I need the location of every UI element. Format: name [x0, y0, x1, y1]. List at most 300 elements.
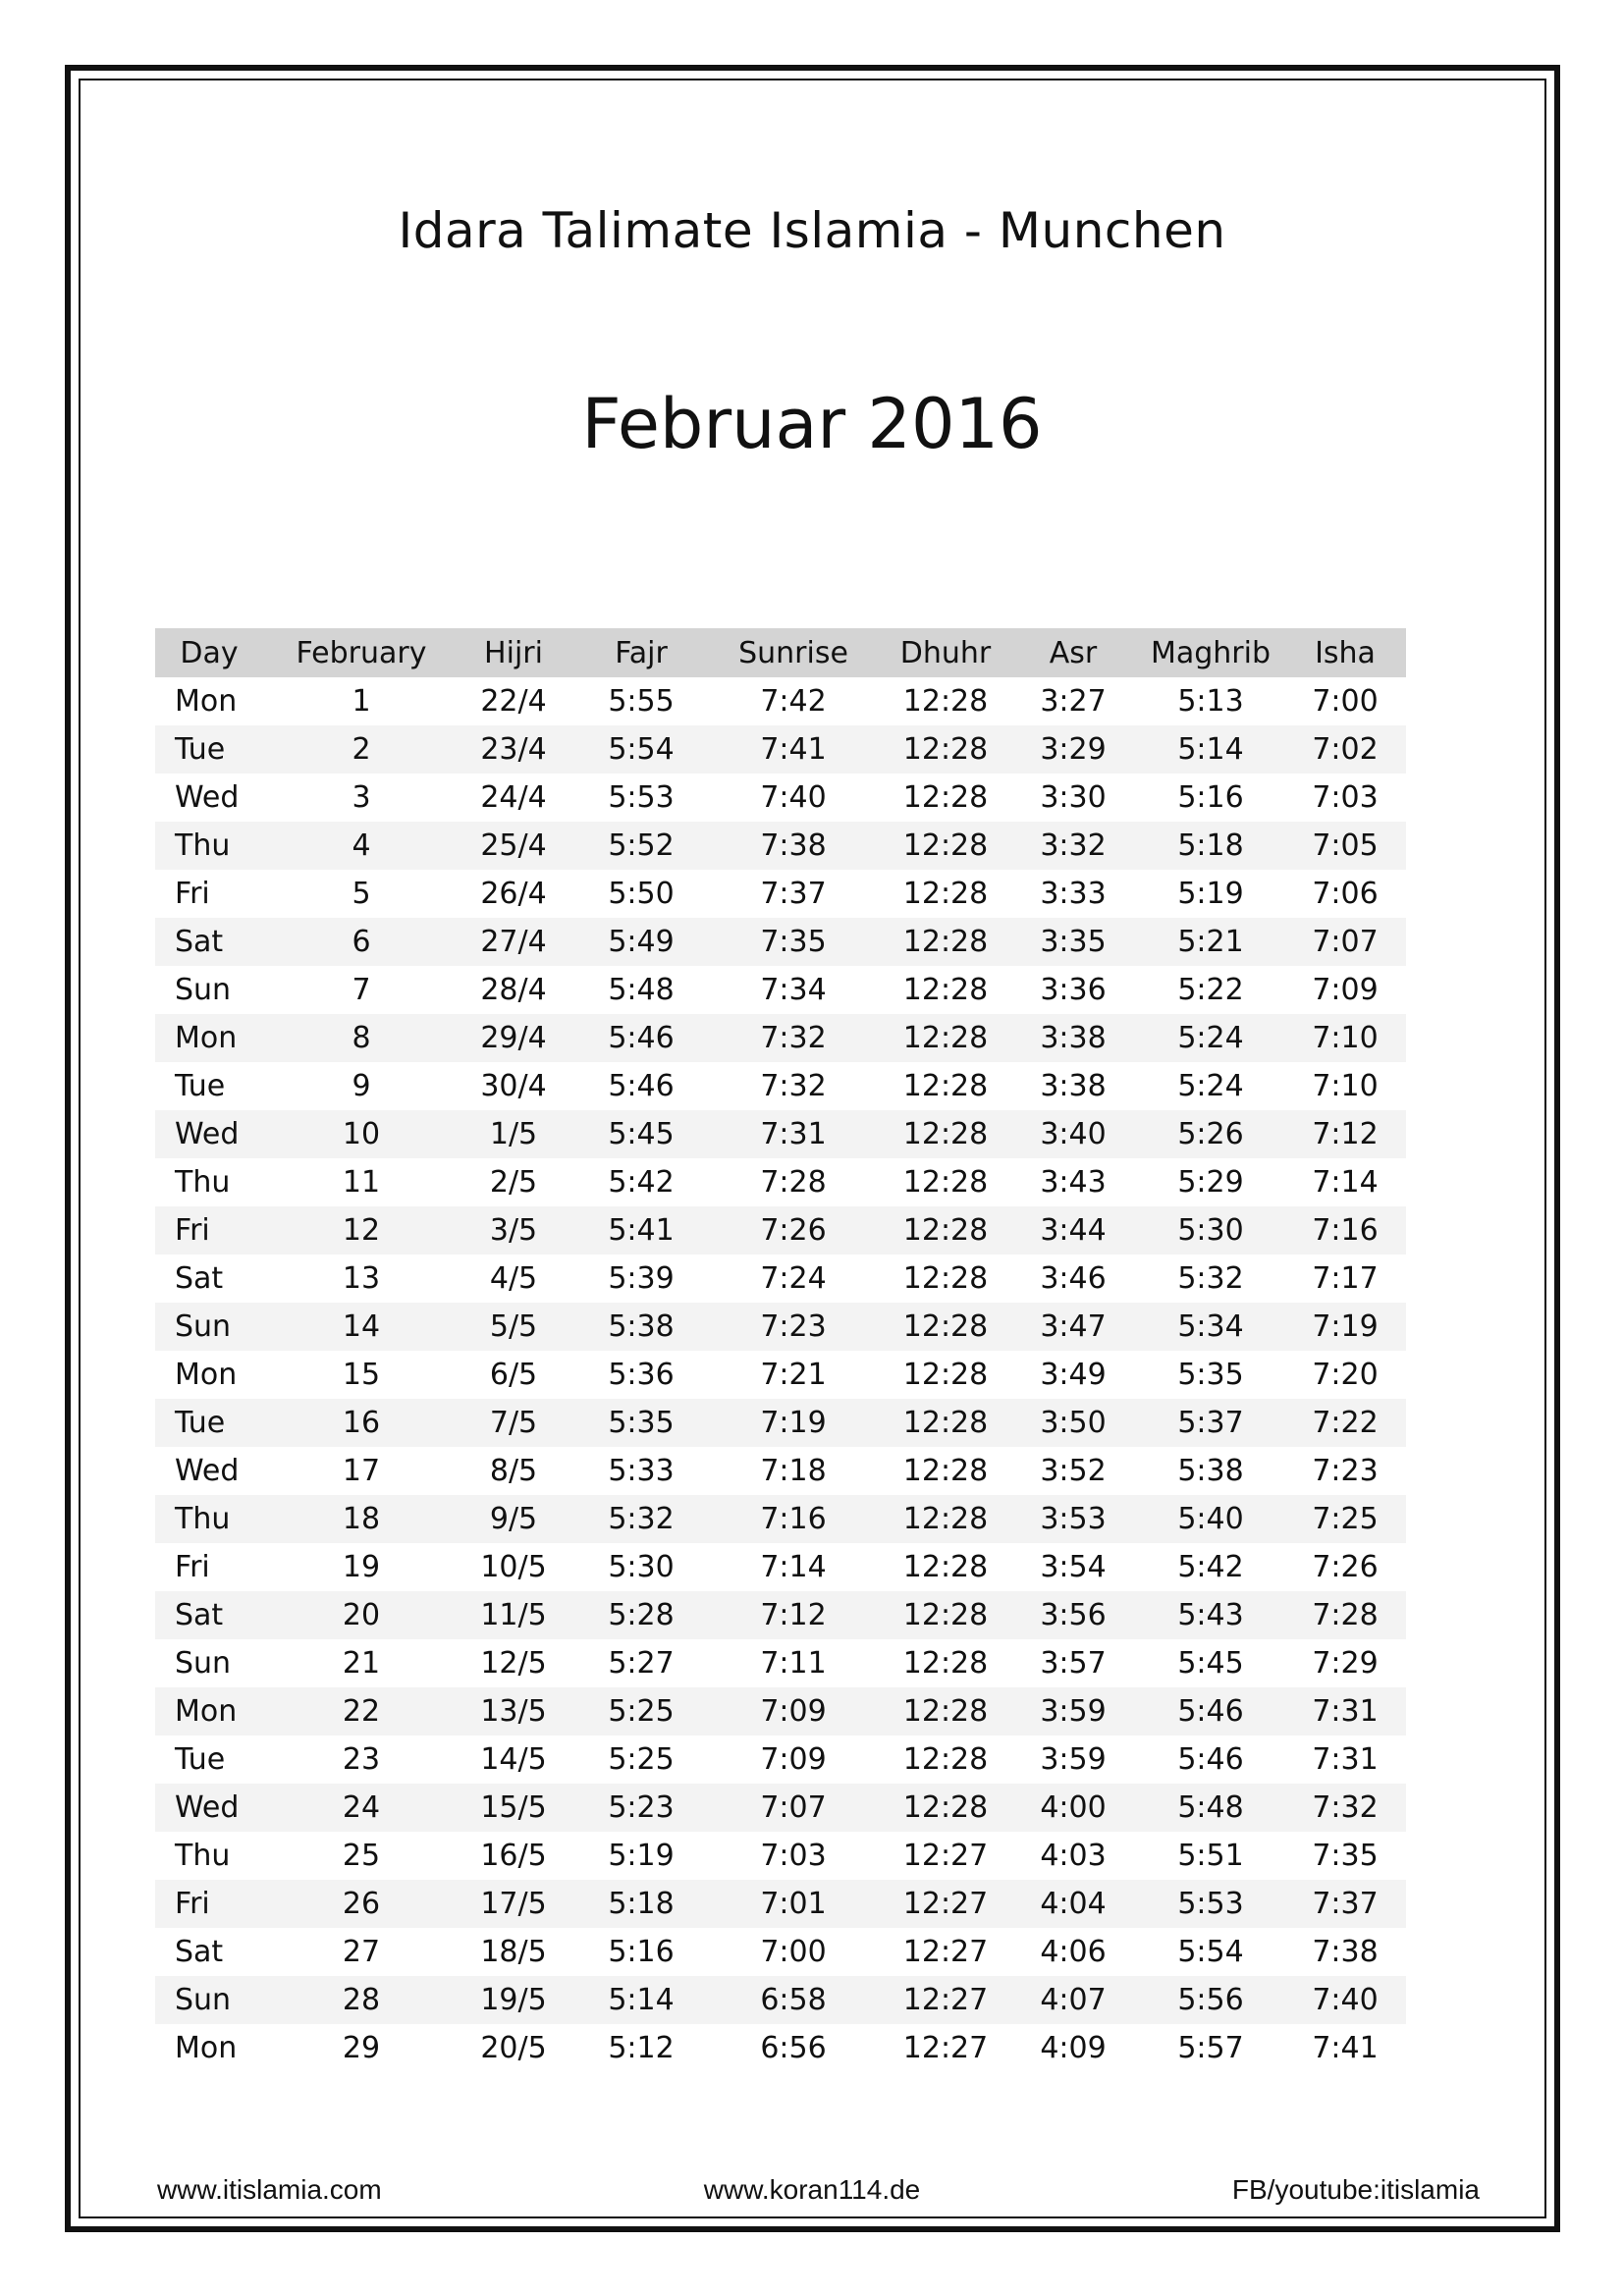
cell-isha: 7:29 [1284, 1639, 1406, 1687]
cell-sunrise: 7:01 [705, 1880, 882, 1928]
cell-date: 1 [273, 677, 450, 725]
cell-day: Fri [155, 870, 273, 918]
cell-fajr: 5:53 [577, 774, 705, 822]
cell-day: Tue [155, 1735, 273, 1784]
column-header-maghrib: Maghrib [1137, 628, 1284, 677]
cell-fajr: 5:38 [577, 1303, 705, 1351]
cell-day: Sat [155, 918, 273, 966]
cell-day: Fri [155, 1880, 273, 1928]
cell-day: Tue [155, 1399, 273, 1447]
table-row [155, 1591, 1406, 1639]
cell-fajr: 5:18 [577, 1880, 705, 1928]
cell-fajr: 5:48 [577, 966, 705, 1014]
table-row [155, 1255, 1406, 1303]
table-row [155, 1784, 1406, 1832]
cell-fajr: 5:25 [577, 1687, 705, 1735]
cell-fajr: 5:16 [577, 1928, 705, 1976]
cell-sunrise: 7:00 [705, 1928, 882, 1976]
cell-dhuhr: 12:28 [882, 870, 1009, 918]
table-row [155, 1014, 1406, 1062]
cell-asr: 4:00 [1009, 1784, 1137, 1832]
cell-fajr: 5:54 [577, 725, 705, 774]
cell-dhuhr: 12:28 [882, 1399, 1009, 1447]
cell-hijri: 14/5 [450, 1735, 577, 1784]
table-row [155, 822, 1406, 870]
table-row [155, 1832, 1406, 1880]
cell-date: 4 [273, 822, 450, 870]
cell-day: Sun [155, 1303, 273, 1351]
cell-day: Mon [155, 1351, 273, 1399]
cell-maghrib: 5:32 [1137, 1255, 1284, 1303]
cell-date: 2 [273, 725, 450, 774]
column-header-isha: Isha [1284, 628, 1406, 677]
table-body [155, 677, 1406, 2072]
cell-fajr: 5:41 [577, 1206, 705, 1255]
cell-day: Wed [155, 1110, 273, 1158]
cell-maghrib: 5:45 [1137, 1639, 1284, 1687]
cell-dhuhr: 12:28 [882, 822, 1009, 870]
cell-hijri: 10/5 [450, 1543, 577, 1591]
cell-isha: 7:20 [1284, 1351, 1406, 1399]
cell-date: 19 [273, 1543, 450, 1591]
table-row [155, 1158, 1406, 1206]
cell-day: Sat [155, 1591, 273, 1639]
cell-sunrise: 6:56 [705, 2024, 882, 2072]
cell-dhuhr: 12:28 [882, 1110, 1009, 1158]
cell-day: Wed [155, 1784, 273, 1832]
cell-day: Thu [155, 1832, 273, 1880]
cell-isha: 7:12 [1284, 1110, 1406, 1158]
cell-maghrib: 5:24 [1137, 1014, 1284, 1062]
cell-isha: 7:31 [1284, 1735, 1406, 1784]
cell-isha: 7:32 [1284, 1784, 1406, 1832]
cell-sunrise: 7:24 [705, 1255, 882, 1303]
cell-asr: 3:47 [1009, 1303, 1137, 1351]
cell-isha: 7:37 [1284, 1880, 1406, 1928]
cell-day: Thu [155, 1495, 273, 1543]
table-row [155, 870, 1406, 918]
cell-maghrib: 5:14 [1137, 725, 1284, 774]
cell-maghrib: 5:30 [1137, 1206, 1284, 1255]
cell-hijri: 13/5 [450, 1687, 577, 1735]
cell-isha: 7:25 [1284, 1495, 1406, 1543]
cell-maghrib: 5:40 [1137, 1495, 1284, 1543]
cell-date: 23 [273, 1735, 450, 1784]
cell-day: Wed [155, 774, 273, 822]
cell-sunrise: 7:12 [705, 1591, 882, 1639]
cell-date: 11 [273, 1158, 450, 1206]
column-header-sunrise: Sunrise [705, 628, 882, 677]
cell-sunrise: 7:28 [705, 1158, 882, 1206]
cell-fajr: 5:12 [577, 2024, 705, 2072]
cell-date: 14 [273, 1303, 450, 1351]
cell-sunrise: 6:58 [705, 1976, 882, 2024]
cell-hijri: 27/4 [450, 918, 577, 966]
cell-date: 6 [273, 918, 450, 966]
cell-fajr: 5:14 [577, 1976, 705, 2024]
cell-sunrise: 7:42 [705, 677, 882, 725]
cell-date: 20 [273, 1591, 450, 1639]
cell-isha: 7:35 [1284, 1832, 1406, 1880]
cell-dhuhr: 12:28 [882, 1062, 1009, 1110]
cell-day: Sat [155, 1255, 273, 1303]
cell-isha: 7:06 [1284, 870, 1406, 918]
cell-dhuhr: 12:28 [882, 1639, 1009, 1687]
cell-fajr: 5:46 [577, 1062, 705, 1110]
cell-day: Sun [155, 966, 273, 1014]
cell-date: 3 [273, 774, 450, 822]
cell-dhuhr: 12:28 [882, 1543, 1009, 1591]
cell-fajr: 5:25 [577, 1735, 705, 1784]
cell-isha: 7:28 [1284, 1591, 1406, 1639]
cell-dhuhr: 12:28 [882, 677, 1009, 725]
cell-sunrise: 7:34 [705, 966, 882, 1014]
cell-sunrise: 7:19 [705, 1399, 882, 1447]
cell-sunrise: 7:03 [705, 1832, 882, 1880]
table-row [155, 1687, 1406, 1735]
cell-maghrib: 5:16 [1137, 774, 1284, 822]
cell-day: Tue [155, 725, 273, 774]
cell-isha: 7:00 [1284, 677, 1406, 725]
table-row [155, 1639, 1406, 1687]
cell-isha: 7:31 [1284, 1687, 1406, 1735]
cell-date: 10 [273, 1110, 450, 1158]
cell-fajr: 5:33 [577, 1447, 705, 1495]
cell-asr: 3:56 [1009, 1591, 1137, 1639]
cell-sunrise: 7:32 [705, 1062, 882, 1110]
cell-asr: 3:59 [1009, 1687, 1137, 1735]
cell-hijri: 8/5 [450, 1447, 577, 1495]
cell-hijri: 11/5 [450, 1591, 577, 1639]
cell-isha: 7:19 [1284, 1303, 1406, 1351]
cell-sunrise: 7:09 [705, 1687, 882, 1735]
cell-sunrise: 7:16 [705, 1495, 882, 1543]
cell-date: 28 [273, 1976, 450, 2024]
cell-maghrib: 5:56 [1137, 1976, 1284, 2024]
cell-fajr: 5:49 [577, 918, 705, 966]
cell-date: 12 [273, 1206, 450, 1255]
cell-date: 15 [273, 1351, 450, 1399]
cell-asr: 3:54 [1009, 1543, 1137, 1591]
cell-asr: 3:49 [1009, 1351, 1137, 1399]
cell-dhuhr: 12:28 [882, 1447, 1009, 1495]
cell-maghrib: 5:38 [1137, 1447, 1284, 1495]
cell-maghrib: 5:54 [1137, 1928, 1284, 1976]
cell-asr: 3:33 [1009, 870, 1137, 918]
cell-dhuhr: 12:27 [882, 1976, 1009, 2024]
cell-day: Mon [155, 2024, 273, 2072]
cell-isha: 7:07 [1284, 918, 1406, 966]
cell-isha: 7:02 [1284, 725, 1406, 774]
cell-day: Mon [155, 1687, 273, 1735]
cell-dhuhr: 12:28 [882, 1255, 1009, 1303]
cell-isha: 7:10 [1284, 1014, 1406, 1062]
cell-isha: 7:14 [1284, 1158, 1406, 1206]
cell-dhuhr: 12:28 [882, 1591, 1009, 1639]
cell-date: 17 [273, 1447, 450, 1495]
cell-hijri: 15/5 [450, 1784, 577, 1832]
cell-day: Tue [155, 1062, 273, 1110]
cell-dhuhr: 12:28 [882, 774, 1009, 822]
cell-isha: 7:16 [1284, 1206, 1406, 1255]
cell-maghrib: 5:18 [1137, 822, 1284, 870]
cell-fajr: 5:36 [577, 1351, 705, 1399]
cell-sunrise: 7:26 [705, 1206, 882, 1255]
cell-hijri: 23/4 [450, 725, 577, 774]
cell-date: 9 [273, 1062, 450, 1110]
cell-day: Thu [155, 1158, 273, 1206]
table-row [155, 2024, 1406, 2072]
cell-fajr: 5:32 [577, 1495, 705, 1543]
cell-dhuhr: 12:28 [882, 1014, 1009, 1062]
cell-asr: 3:38 [1009, 1014, 1137, 1062]
cell-day: Sun [155, 1639, 273, 1687]
table-row [155, 918, 1406, 966]
cell-date: 13 [273, 1255, 450, 1303]
cell-hijri: 7/5 [450, 1399, 577, 1447]
cell-sunrise: 7:32 [705, 1014, 882, 1062]
cell-isha: 7:26 [1284, 1543, 1406, 1591]
cell-asr: 3:59 [1009, 1735, 1137, 1784]
cell-dhuhr: 12:28 [882, 918, 1009, 966]
cell-asr: 3:44 [1009, 1206, 1137, 1255]
table-row [155, 1976, 1406, 2024]
cell-hijri: 22/4 [450, 677, 577, 725]
table-row [155, 1543, 1406, 1591]
cell-asr: 3:36 [1009, 966, 1137, 1014]
cell-date: 25 [273, 1832, 450, 1880]
cell-fajr: 5:50 [577, 870, 705, 918]
cell-asr: 3:52 [1009, 1447, 1137, 1495]
cell-dhuhr: 12:28 [882, 1495, 1009, 1543]
cell-asr: 3:40 [1009, 1110, 1137, 1158]
cell-day: Thu [155, 822, 273, 870]
cell-fajr: 5:55 [577, 677, 705, 725]
cell-dhuhr: 12:28 [882, 966, 1009, 1014]
table-row [155, 1110, 1406, 1158]
table-row [155, 1062, 1406, 1110]
cell-date: 26 [273, 1880, 450, 1928]
cell-hijri: 29/4 [450, 1014, 577, 1062]
cell-sunrise: 7:11 [705, 1639, 882, 1687]
cell-sunrise: 7:14 [705, 1543, 882, 1591]
table-row [155, 1447, 1406, 1495]
cell-date: 27 [273, 1928, 450, 1976]
cell-isha: 7:10 [1284, 1062, 1406, 1110]
cell-asr: 3:38 [1009, 1062, 1137, 1110]
cell-day: Sun [155, 1976, 273, 2024]
cell-asr: 3:30 [1009, 774, 1137, 822]
cell-date: 24 [273, 1784, 450, 1832]
table-row [155, 1399, 1406, 1447]
cell-maghrib: 5:46 [1137, 1735, 1284, 1784]
cell-maghrib: 5:53 [1137, 1880, 1284, 1928]
cell-date: 29 [273, 2024, 450, 2072]
cell-hijri: 6/5 [450, 1351, 577, 1399]
cell-sunrise: 7:09 [705, 1735, 882, 1784]
cell-asr: 3:35 [1009, 918, 1137, 966]
cell-date: 18 [273, 1495, 450, 1543]
cell-maghrib: 5:51 [1137, 1832, 1284, 1880]
cell-asr: 3:43 [1009, 1158, 1137, 1206]
cell-maghrib: 5:46 [1137, 1687, 1284, 1735]
cell-hijri: 17/5 [450, 1880, 577, 1928]
cell-day: Fri [155, 1543, 273, 1591]
cell-fajr: 5:30 [577, 1543, 705, 1591]
cell-maghrib: 5:21 [1137, 918, 1284, 966]
cell-dhuhr: 12:28 [882, 1158, 1009, 1206]
cell-hijri: 30/4 [450, 1062, 577, 1110]
column-header-dhuhr: Dhuhr [882, 628, 1009, 677]
table-row [155, 1495, 1406, 1543]
cell-sunrise: 7:40 [705, 774, 882, 822]
cell-isha: 7:41 [1284, 2024, 1406, 2072]
cell-fajr: 5:28 [577, 1591, 705, 1639]
cell-hijri: 3/5 [450, 1206, 577, 1255]
cell-date: 21 [273, 1639, 450, 1687]
cell-asr: 4:09 [1009, 2024, 1137, 2072]
cell-hijri: 4/5 [450, 1255, 577, 1303]
cell-isha: 7:03 [1284, 774, 1406, 822]
cell-hijri: 25/4 [450, 822, 577, 870]
table-row [155, 1206, 1406, 1255]
cell-sunrise: 7:18 [705, 1447, 882, 1495]
cell-fajr: 5:27 [577, 1639, 705, 1687]
cell-date: 16 [273, 1399, 450, 1447]
cell-fajr: 5:39 [577, 1255, 705, 1303]
cell-date: 22 [273, 1687, 450, 1735]
table-row [155, 1735, 1406, 1784]
cell-day: Fri [155, 1206, 273, 1255]
cell-isha: 7:22 [1284, 1399, 1406, 1447]
cell-maghrib: 5:42 [1137, 1543, 1284, 1591]
cell-day: Wed [155, 1447, 273, 1495]
cell-maghrib: 5:19 [1137, 870, 1284, 918]
cell-day: Mon [155, 1014, 273, 1062]
cell-isha: 7:05 [1284, 822, 1406, 870]
cell-hijri: 18/5 [450, 1928, 577, 1976]
cell-maghrib: 5:24 [1137, 1062, 1284, 1110]
cell-dhuhr: 12:28 [882, 1687, 1009, 1735]
cell-hijri: 26/4 [450, 870, 577, 918]
table-row [155, 677, 1406, 725]
table-header-row [155, 628, 1406, 677]
cell-sunrise: 7:21 [705, 1351, 882, 1399]
cell-dhuhr: 12:27 [882, 1928, 1009, 1976]
cell-fajr: 5:19 [577, 1832, 705, 1880]
cell-date: 7 [273, 966, 450, 1014]
cell-hijri: 12/5 [450, 1639, 577, 1687]
cell-dhuhr: 12:27 [882, 2024, 1009, 2072]
cell-asr: 3:32 [1009, 822, 1137, 870]
cell-isha: 7:17 [1284, 1255, 1406, 1303]
cell-isha: 7:38 [1284, 1928, 1406, 1976]
cell-asr: 3:53 [1009, 1495, 1137, 1543]
cell-hijri: 24/4 [450, 774, 577, 822]
footer-social-handle: FB/youtube:itislamia [1231, 2174, 1480, 2205]
table-row [155, 725, 1406, 774]
column-header-fajr: Fajr [577, 628, 705, 677]
cell-fajr: 5:42 [577, 1158, 705, 1206]
cell-asr: 3:57 [1009, 1639, 1137, 1687]
cell-dhuhr: 12:27 [882, 1832, 1009, 1880]
cell-asr: 3:50 [1009, 1399, 1137, 1447]
cell-asr: 4:06 [1009, 1928, 1137, 1976]
cell-maghrib: 5:43 [1137, 1591, 1284, 1639]
cell-fajr: 5:23 [577, 1784, 705, 1832]
cell-sunrise: 7:07 [705, 1784, 882, 1832]
cell-isha: 7:40 [1284, 1976, 1406, 2024]
cell-hijri: 16/5 [450, 1832, 577, 1880]
cell-maghrib: 5:22 [1137, 966, 1284, 1014]
cell-isha: 7:23 [1284, 1447, 1406, 1495]
column-header-asr: Asr [1009, 628, 1137, 677]
table-row [155, 966, 1406, 1014]
cell-hijri: 19/5 [450, 1976, 577, 2024]
cell-asr: 4:07 [1009, 1976, 1137, 2024]
cell-date: 5 [273, 870, 450, 918]
cell-sunrise: 7:41 [705, 725, 882, 774]
cell-date: 8 [273, 1014, 450, 1062]
column-header-hijri: Hijri [450, 628, 577, 677]
cell-fajr: 5:35 [577, 1399, 705, 1447]
cell-sunrise: 7:35 [705, 918, 882, 966]
cell-day: Mon [155, 677, 273, 725]
cell-fajr: 5:45 [577, 1110, 705, 1158]
cell-dhuhr: 12:28 [882, 1351, 1009, 1399]
cell-dhuhr: 12:28 [882, 1206, 1009, 1255]
footer-website-link[interactable]: www.itislamia.com [157, 2174, 382, 2205]
column-header-february: February [273, 628, 450, 677]
table-row [155, 1303, 1406, 1351]
column-header-day: Day [155, 628, 273, 677]
month-title: Februar 2016 [581, 384, 1043, 464]
cell-dhuhr: 12:27 [882, 1880, 1009, 1928]
cell-sunrise: 7:23 [705, 1303, 882, 1351]
cell-asr: 3:46 [1009, 1255, 1137, 1303]
cell-hijri: 5/5 [450, 1303, 577, 1351]
cell-hijri: 1/5 [450, 1110, 577, 1158]
cell-asr: 4:03 [1009, 1832, 1137, 1880]
cell-day: Sat [155, 1928, 273, 1976]
cell-asr: 4:04 [1009, 1880, 1137, 1928]
cell-maghrib: 5:48 [1137, 1784, 1284, 1832]
table-row [155, 1351, 1406, 1399]
cell-hijri: 2/5 [450, 1158, 577, 1206]
cell-maghrib: 5:13 [1137, 677, 1284, 725]
cell-maghrib: 5:57 [1137, 2024, 1284, 2072]
footer-koran-link[interactable]: www.koran114.de [703, 2174, 921, 2205]
cell-asr: 3:27 [1009, 677, 1137, 725]
cell-isha: 7:09 [1284, 966, 1406, 1014]
cell-asr: 3:29 [1009, 725, 1137, 774]
cell-sunrise: 7:38 [705, 822, 882, 870]
table-row [155, 774, 1406, 822]
table-row [155, 1928, 1406, 1976]
cell-maghrib: 5:34 [1137, 1303, 1284, 1351]
table-row [155, 1880, 1406, 1928]
cell-hijri: 20/5 [450, 2024, 577, 2072]
cell-sunrise: 7:31 [705, 1110, 882, 1158]
cell-fajr: 5:46 [577, 1014, 705, 1062]
organization-title: Idara Talimate Islamia - Munchen [398, 202, 1226, 259]
cell-maghrib: 5:35 [1137, 1351, 1284, 1399]
cell-sunrise: 7:37 [705, 870, 882, 918]
cell-maghrib: 5:29 [1137, 1158, 1284, 1206]
prayer-times-table [155, 628, 1406, 2072]
cell-dhuhr: 12:28 [882, 1303, 1009, 1351]
cell-dhuhr: 12:28 [882, 1735, 1009, 1784]
